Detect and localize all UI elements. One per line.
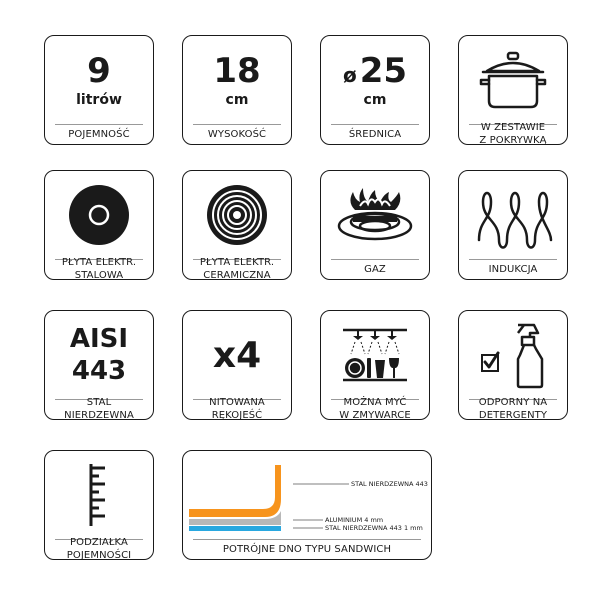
capacity-card — [44, 35, 154, 145]
layer-mid-label: ALUMINIUM 4 mm — [325, 516, 384, 524]
divider — [469, 259, 557, 260]
scale-label-line2: POJEMNOŚCI — [66, 550, 132, 561]
induction-card — [458, 170, 568, 280]
sandwich-label: POTRÓJNE DNO TYPU SANDWICH — [222, 543, 392, 555]
spray-bottle-icon — [468, 319, 558, 391]
height-unit: cm — [225, 92, 249, 108]
ceramic-plate-label-line1: PŁYTA ELEKTR. — [199, 257, 275, 268]
rivets-label-line2: RĘKOJEŚĆ — [211, 410, 263, 421]
scale-label-line1: PODZIAŁKA — [70, 537, 128, 548]
layer-bottom-label: STAL NIERDZEWNA 443 1 mm — [325, 524, 423, 532]
capacity-label: POJEMNOŚĆ — [68, 128, 130, 140]
steel-layer — [189, 465, 281, 517]
ceramic-plate-card — [182, 170, 292, 280]
gas-label: GAZ — [364, 263, 386, 275]
aisi-label-line1: STAL — [86, 397, 112, 408]
induction-coil-icon — [473, 180, 553, 250]
height-label: WYSOKOŚĆ — [207, 128, 267, 140]
steel-plate-card — [44, 170, 154, 280]
steel-plate-label-line2: STALOWA — [74, 270, 124, 281]
capacity-unit: litrów — [76, 92, 122, 108]
divider — [193, 124, 281, 125]
gas-card — [320, 170, 430, 280]
induction-label: INDUKCJA — [488, 263, 538, 275]
detergent-card — [458, 310, 568, 420]
gas-burner-icon — [333, 180, 417, 250]
aisi-line2: 443 — [71, 356, 127, 386]
aisi-label-line2: NIERDZEWNA — [64, 410, 134, 421]
dishwasher-label-line2: W ZMYWARCE — [339, 410, 411, 421]
detergent-label-line1: ODPORNY NA — [478, 397, 548, 408]
detergent-label-line2: DETERGENTY — [478, 410, 548, 421]
aisi-line1: AISI — [69, 324, 129, 354]
aisi-card — [44, 310, 154, 420]
diameter-symbol: ø — [342, 63, 357, 87]
pot-with-lid-icon — [473, 49, 553, 111]
dishwasher-card — [320, 310, 430, 420]
diameter-value: 25 — [359, 51, 408, 91]
sandwich-card — [182, 450, 432, 560]
steel-hotplate-icon — [64, 180, 134, 250]
steel-bottom-layer — [189, 526, 281, 531]
divider — [331, 124, 419, 125]
rivets-card — [182, 310, 292, 420]
ceramic-hob-icon — [202, 180, 272, 250]
dishwasher-icon — [335, 322, 415, 388]
rivets-count: x4 — [212, 334, 262, 376]
height-card — [182, 35, 292, 145]
divider — [331, 259, 419, 260]
divider — [55, 124, 143, 125]
layer-top-label: STAL NIERDZEWNA 443 — [351, 480, 428, 488]
divider — [193, 539, 421, 540]
measuring-scale-icon — [69, 460, 129, 530]
height-value: 18 — [213, 51, 261, 91]
dishwasher-label-line1: MOŻNA MYĆ — [343, 397, 407, 408]
lid-label-line1: W ZESTAWIE — [480, 122, 546, 133]
lid-card — [458, 35, 568, 145]
diameter-card — [320, 35, 430, 145]
diameter-unit: cm — [363, 92, 387, 108]
rivets-label-line1: NITOWANA — [209, 397, 265, 408]
ceramic-plate-label-line2: CERAMICZNA — [203, 270, 271, 281]
capacity-value: 9 — [87, 51, 111, 91]
diameter-label: ŚREDNICA — [348, 128, 402, 140]
scale-card — [44, 450, 154, 560]
steel-plate-label-line1: PŁYTA ELEKTR. — [61, 257, 137, 268]
lid-label-line2: Z POKRYWKĄ — [479, 135, 547, 146]
